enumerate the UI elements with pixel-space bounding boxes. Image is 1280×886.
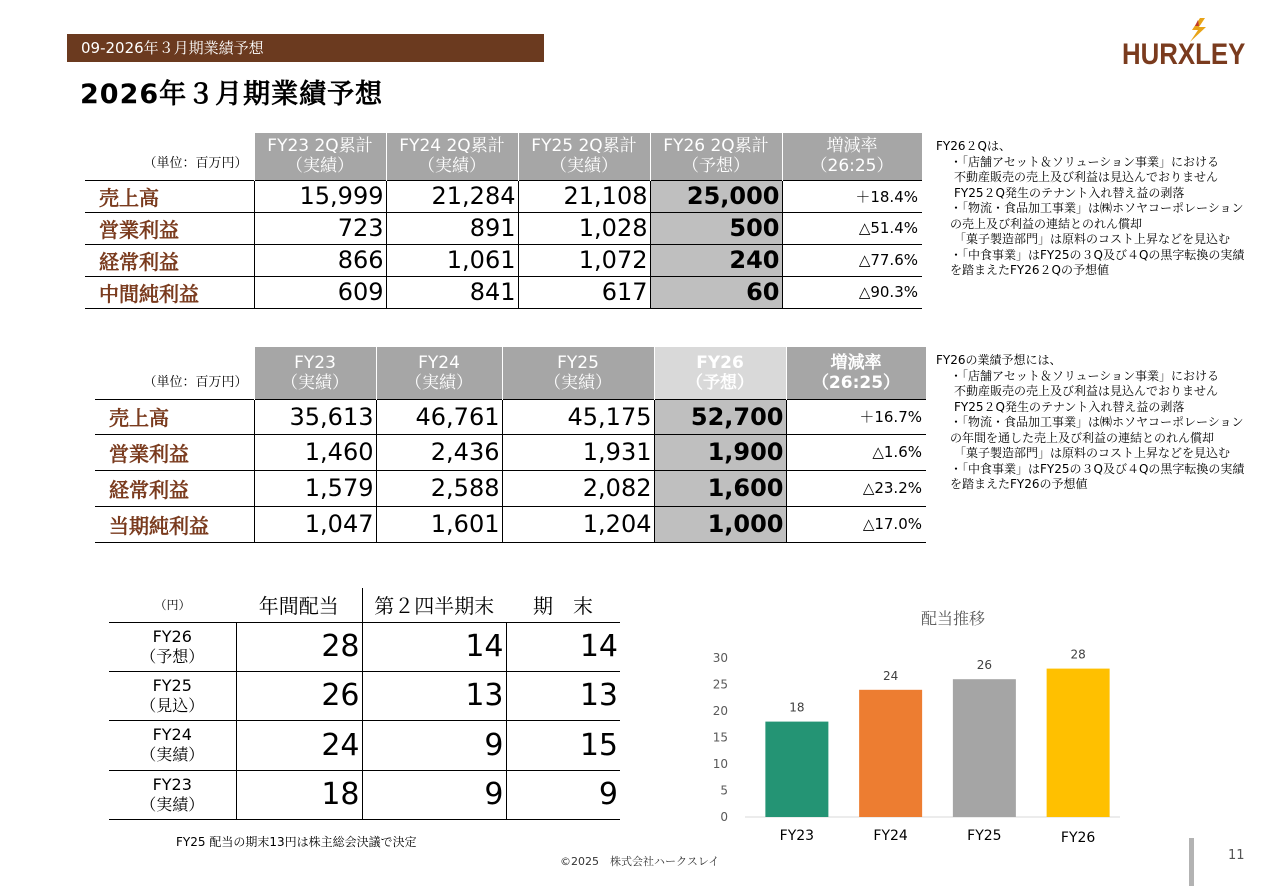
y-tick-label: 5 xyxy=(720,783,728,798)
value-cell: 1,931 xyxy=(502,434,654,470)
value-cell: 1,061 xyxy=(386,244,518,276)
rate-cell: △1.6% xyxy=(786,434,926,470)
year-label: FY26 （予想） xyxy=(109,622,236,671)
logo-text: HURXLEY xyxy=(1122,38,1246,71)
value-cell: 45,175 xyxy=(502,399,654,434)
dividend-note: FY25 配当の期末13円は株主総会決議で決定 xyxy=(176,835,417,849)
column-header: FY25 （実績） xyxy=(502,347,654,399)
bar xyxy=(765,722,828,817)
unit-label: （単位：百万円） xyxy=(85,133,254,180)
value-cell: 26 xyxy=(236,671,362,720)
value-cell: 617 xyxy=(518,276,650,308)
table-row xyxy=(95,399,926,434)
note-2q: FY26２Qは、 ・「店舗アセット＆ソリューション事業」における 不動産販売の売上及び利益は見込んでおりません FY25２Q発生のテナント入れ替え益の剥落 ・「物流・食品加工事業」は㈱ホソヤコーポレーション の売上及び利益の連結とのれん償却 「菓子製造部門」は原料のコスト上昇などを見込む ・「中食事業」はFY25の３Q及び４Qの黒字転換の実績 を踏まえたFY26２Qの予想値 xyxy=(936,139,1245,277)
value-cell: 15,999 xyxy=(254,180,386,212)
section-label-bar: 09-2026年３月期業績予想 xyxy=(67,34,544,62)
forecast-cell: 60 xyxy=(650,276,782,308)
value-cell: 866 xyxy=(254,244,386,276)
row-label: 営業利益 xyxy=(95,434,254,470)
data-label: 28 xyxy=(1070,647,1086,662)
page-divider xyxy=(1189,838,1194,886)
dividend-chart xyxy=(700,600,1140,850)
column-header: FY23 2Q累計 （実績） xyxy=(254,133,386,180)
dividend-unit-label: （円） xyxy=(109,588,236,622)
value-cell: 13 xyxy=(362,671,506,720)
value-cell: 1,601 xyxy=(376,506,502,542)
value-cell: 1,047 xyxy=(254,506,376,542)
column-header: 増減率 （26:25） xyxy=(786,347,926,399)
rate-cell: △23.2% xyxy=(786,470,926,506)
column-header: FY25 2Q累計 （実績） xyxy=(518,133,650,180)
year-label: FY25 （見込） xyxy=(109,671,236,720)
forecast-cell: 240 xyxy=(650,244,782,276)
value-cell: 14 xyxy=(506,622,620,671)
page-title: 2026年３月期業績予想 xyxy=(80,79,384,110)
value-cell: 1,028 xyxy=(518,212,650,244)
row-label: 売上高 xyxy=(85,180,254,212)
table-row xyxy=(109,622,620,671)
note-full-year: FY26の業績予想には、 ・「店舗アセット＆ソリューション事業」における 不動産販売の売上及び利益は見込んでおりません FY25２Q発生のテナント入れ替え益の剥落 ・「物流・食品加工事業」は㈱ホソヤコーポレーション の年間を通した売上及び利益の連結とのれん償却 「菓子製造部門」は原料のコスト上昇などを見込む ・「中食事業」はFY25の３Q及び４Qの黒字転換の実績 を踏まえたFY26の予想値 xyxy=(936,353,1245,491)
row-label: 経常利益 xyxy=(85,244,254,276)
column-header: 年間配当 xyxy=(236,588,362,622)
rate-cell: △77.6% xyxy=(782,244,922,276)
value-cell: 18 xyxy=(236,770,362,819)
column-header: 増減率 （26:25） xyxy=(782,133,922,180)
value-cell: 1,072 xyxy=(518,244,650,276)
value-cell: 46,761 xyxy=(376,399,502,434)
rate-cell: △17.0% xyxy=(786,506,926,542)
y-tick-label: 20 xyxy=(712,704,728,718)
table-2q-cumulative xyxy=(85,133,923,309)
value-cell: 13 xyxy=(506,671,620,720)
y-tick-label: 25 xyxy=(712,677,728,692)
forecast-cell: 500 xyxy=(650,212,782,244)
y-tick-label: 10 xyxy=(712,757,728,771)
row-label: 売上高 xyxy=(95,399,254,434)
value-cell: 21,108 xyxy=(518,180,650,212)
value-cell: 9 xyxy=(362,770,506,819)
data-label: 24 xyxy=(882,668,899,683)
data-label: 18 xyxy=(789,700,805,715)
value-cell: 1,204 xyxy=(502,506,654,542)
rate-cell: ＋18.4% xyxy=(782,180,922,212)
value-cell: 9 xyxy=(506,770,620,819)
chart-title: 配当推移 xyxy=(920,609,986,628)
table-full-year xyxy=(95,347,927,543)
table-row xyxy=(109,671,620,720)
table-row xyxy=(85,276,922,308)
bar xyxy=(953,679,1016,817)
forecast-cell: 25,000 xyxy=(650,180,782,212)
table-row xyxy=(85,212,922,244)
table-row xyxy=(95,506,926,542)
y-tick-label: 0 xyxy=(720,810,728,824)
x-tick-label: FY26 xyxy=(1060,830,1096,846)
value-cell: 1,579 xyxy=(254,470,376,506)
page-number: 11 xyxy=(1228,848,1245,863)
year-label: FY23 （実績） xyxy=(109,770,236,819)
row-label: 中間純利益 xyxy=(85,276,254,308)
unit-label: （単位：百万円） xyxy=(95,347,254,399)
bar xyxy=(1047,669,1110,817)
y-tick-label: 15 xyxy=(712,730,728,745)
year-label: FY24 （実績） xyxy=(109,720,236,770)
value-cell: 723 xyxy=(254,212,386,244)
column-header: FY24 2Q累計 （実績） xyxy=(386,133,518,180)
x-tick-label: FY23 xyxy=(779,828,815,844)
value-cell: 21,284 xyxy=(386,180,518,212)
data-label: 26 xyxy=(976,658,993,673)
row-label: 経常利益 xyxy=(95,470,254,506)
value-cell: 24 xyxy=(236,720,362,770)
value-cell: 35,613 xyxy=(254,399,376,434)
forecast-cell: 1,900 xyxy=(654,434,786,470)
x-tick-label: FY24 xyxy=(873,828,908,844)
rate-cell: △90.3% xyxy=(782,276,922,308)
table-row xyxy=(85,180,922,212)
rate-cell: ＋16.7% xyxy=(786,399,926,434)
column-header: FY26 （予想） xyxy=(654,347,786,399)
value-cell: 609 xyxy=(254,276,386,308)
value-cell: 28 xyxy=(236,622,362,671)
copyright: ©2025 株式会社ハークスレイ xyxy=(560,855,720,868)
company-logo xyxy=(1122,22,1254,74)
dividend-table xyxy=(109,588,620,820)
value-cell: 1,460 xyxy=(254,434,376,470)
value-cell: 14 xyxy=(362,622,506,671)
value-cell: 15 xyxy=(506,720,620,770)
table-row xyxy=(109,770,620,819)
x-tick-label: FY25 xyxy=(967,828,1002,844)
column-header: FY23 （実績） xyxy=(254,347,376,399)
row-label: 当期純利益 xyxy=(95,506,254,542)
forecast-cell: 52,700 xyxy=(654,399,786,434)
rate-cell: △51.4% xyxy=(782,212,922,244)
row-label: 営業利益 xyxy=(85,212,254,244)
column-header: 第２四半期末 xyxy=(362,588,506,622)
forecast-cell: 1,000 xyxy=(654,506,786,542)
value-cell: 2,436 xyxy=(376,434,502,470)
table-row xyxy=(85,244,922,276)
table-row xyxy=(95,470,926,506)
value-cell: 9 xyxy=(362,720,506,770)
column-header: FY24 （実績） xyxy=(376,347,502,399)
column-header: 期 末 xyxy=(506,588,620,622)
value-cell: 891 xyxy=(386,212,518,244)
table-row xyxy=(95,434,926,470)
y-tick-label: 30 xyxy=(712,651,728,665)
value-cell: 2,082 xyxy=(502,470,654,506)
value-cell: 2,588 xyxy=(376,470,502,506)
value-cell: 841 xyxy=(386,276,518,308)
column-header: FY26 2Q累計 （予想） xyxy=(650,133,782,180)
forecast-cell: 1,600 xyxy=(654,470,786,506)
table-row xyxy=(109,720,620,770)
bar xyxy=(859,690,922,817)
